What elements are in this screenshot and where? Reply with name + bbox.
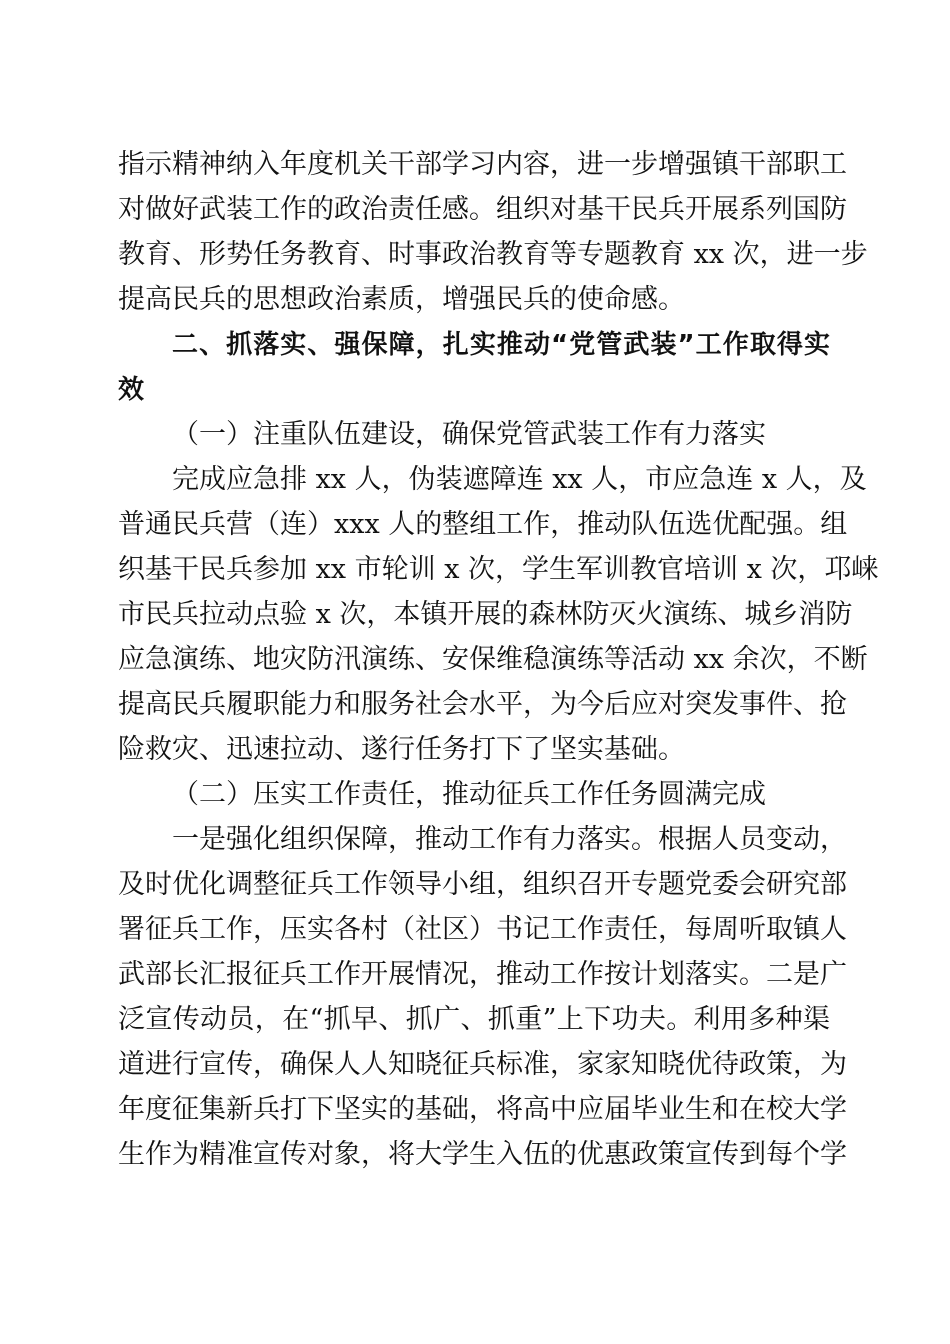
body-text-line: 年度征集新兵打下坚实的基础，将高中应届毕业生和在校大学	[118, 1094, 847, 1125]
body-text-line: 泛宣传动员，在“抓早、抓广、抓重”上下功夫。利用多种渠	[118, 1004, 830, 1035]
subsection-heading: （二）压实工作责任，推动征兵工作任务圆满完成	[172, 779, 766, 810]
body-text-line: 完成应急排 xx 人，伪装遮障连 xx 人，市应急连 x 人，及	[172, 464, 867, 495]
section-heading: 二、抓落实、强保障，扎实推动“党管武装”工作取得实	[172, 330, 830, 360]
body-text-line: 武部长汇报征兵工作开展情况，推动工作按计划落实。二是广	[118, 959, 847, 990]
body-text-line: 教育、形势任务教育、时事政治教育等专题教育 xx 次，进一步	[118, 239, 868, 270]
body-text-line: 织基干民兵参加 xx 市轮训 x 次，学生军训教官培训 x 次，邛崃	[118, 554, 879, 585]
body-text-line: 指示精神纳入年度机关干部学习内容，进一步增强镇干部职工	[118, 149, 847, 180]
body-text-line: 署征兵工作，压实各村（社区）书记工作责任，每周听取镇人	[118, 914, 847, 945]
body-text-line: 提高民兵履职能力和服务社会水平，为今后应对突发事件、抢	[118, 689, 847, 720]
body-text-line: 道进行宣传，确保人人知晓征兵标准，家家知晓优待政策，为	[118, 1049, 847, 1080]
body-text-line: 应急演练、地灾防汛演练、安保维稳演练等活动 xx 余次，不断	[118, 644, 868, 675]
body-text-line: 市民兵拉动点验 x 次，本镇开展的森林防灭火演练、城乡消防	[118, 599, 853, 630]
section-heading-continued: 效	[118, 375, 145, 405]
body-text-line: 生作为精准宣传对象，将大学生入伍的优惠政策宣传到每个学	[118, 1139, 847, 1170]
body-text-line: 及时优化调整征兵工作领导小组，组织召开专题党委会研究部	[118, 869, 847, 900]
body-text-line: 提高民兵的思想政治素质，增强民兵的使命感。	[118, 284, 685, 315]
subsection-heading: （一）注重队伍建设，确保党管武装工作有力落实	[172, 419, 766, 450]
body-text-line: 险救灾、迅速拉动、遂行任务打下了坚实基础。	[118, 734, 685, 765]
body-text-line: 对做好武装工作的政治责任感。组织对基干民兵开展系列国防	[118, 194, 847, 225]
body-text-line: 普通民兵营（连）xxx 人的整组工作，推动队伍选优配强。组	[118, 509, 848, 540]
body-text-line: 一是强化组织保障，推动工作有力落实。根据人员变动，	[172, 824, 847, 855]
